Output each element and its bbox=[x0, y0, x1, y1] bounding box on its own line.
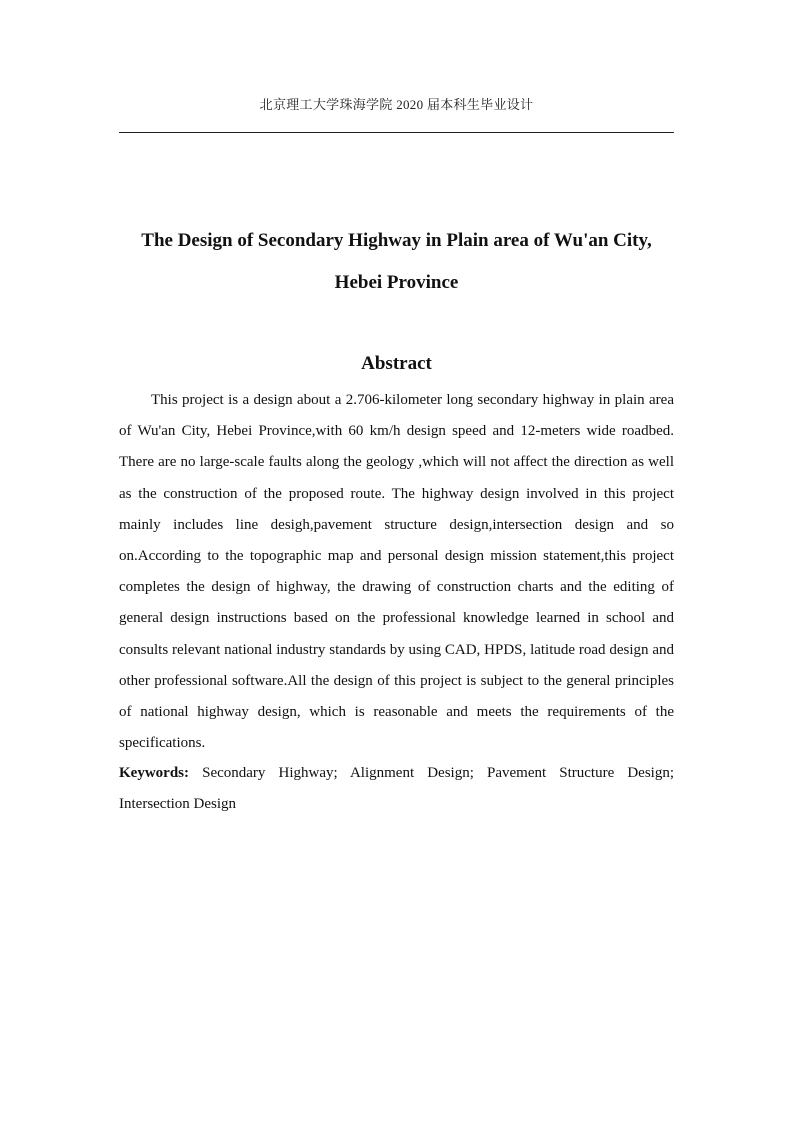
keywords-label: Keywords: bbox=[119, 765, 189, 781]
paper-title-line-2: Hebei Province bbox=[334, 272, 459, 293]
abstract-body: This project is a design about a 2.706-kilometer long secondary highway in plain area of Wu'an City, Hebei Province,with 60 km/h design speed and 12-meters wide roadbed. There are no large-scale faults along the geology ,which will not affect the direction as well as the construction of the proposed route. The highway design involved in this project mainly includes line desigh,pavement structure design,intersection design and so on.According to the topographic map and personal design mission statement,this project completes the design of highway, the drawing of construction charts and the editing of general design instructions based on the professional knowledge learned in school and consults relevant national industry standards by using CAD, HPDS, latitude road design and other professional software.All the design of this project is subject to the general principles of national highway design, which is reasonable and meets the requirements of the specifications. bbox=[119, 392, 674, 752]
keywords bbox=[119, 758, 674, 820]
paper-title-line-1: The Design of Secondary Highway in Plain area of Wu'an City, bbox=[141, 230, 652, 251]
keywords-text: Secondary Highway; Alignment Design; Pavement Structure Design; Intersection Design bbox=[119, 765, 674, 813]
header-rule bbox=[119, 132, 674, 133]
running-header: 北京理工大学珠海学院 2020 届本科生毕业设计 bbox=[259, 97, 534, 112]
abstract-heading: Abstract bbox=[361, 353, 432, 374]
paper-title bbox=[100, 220, 693, 304]
